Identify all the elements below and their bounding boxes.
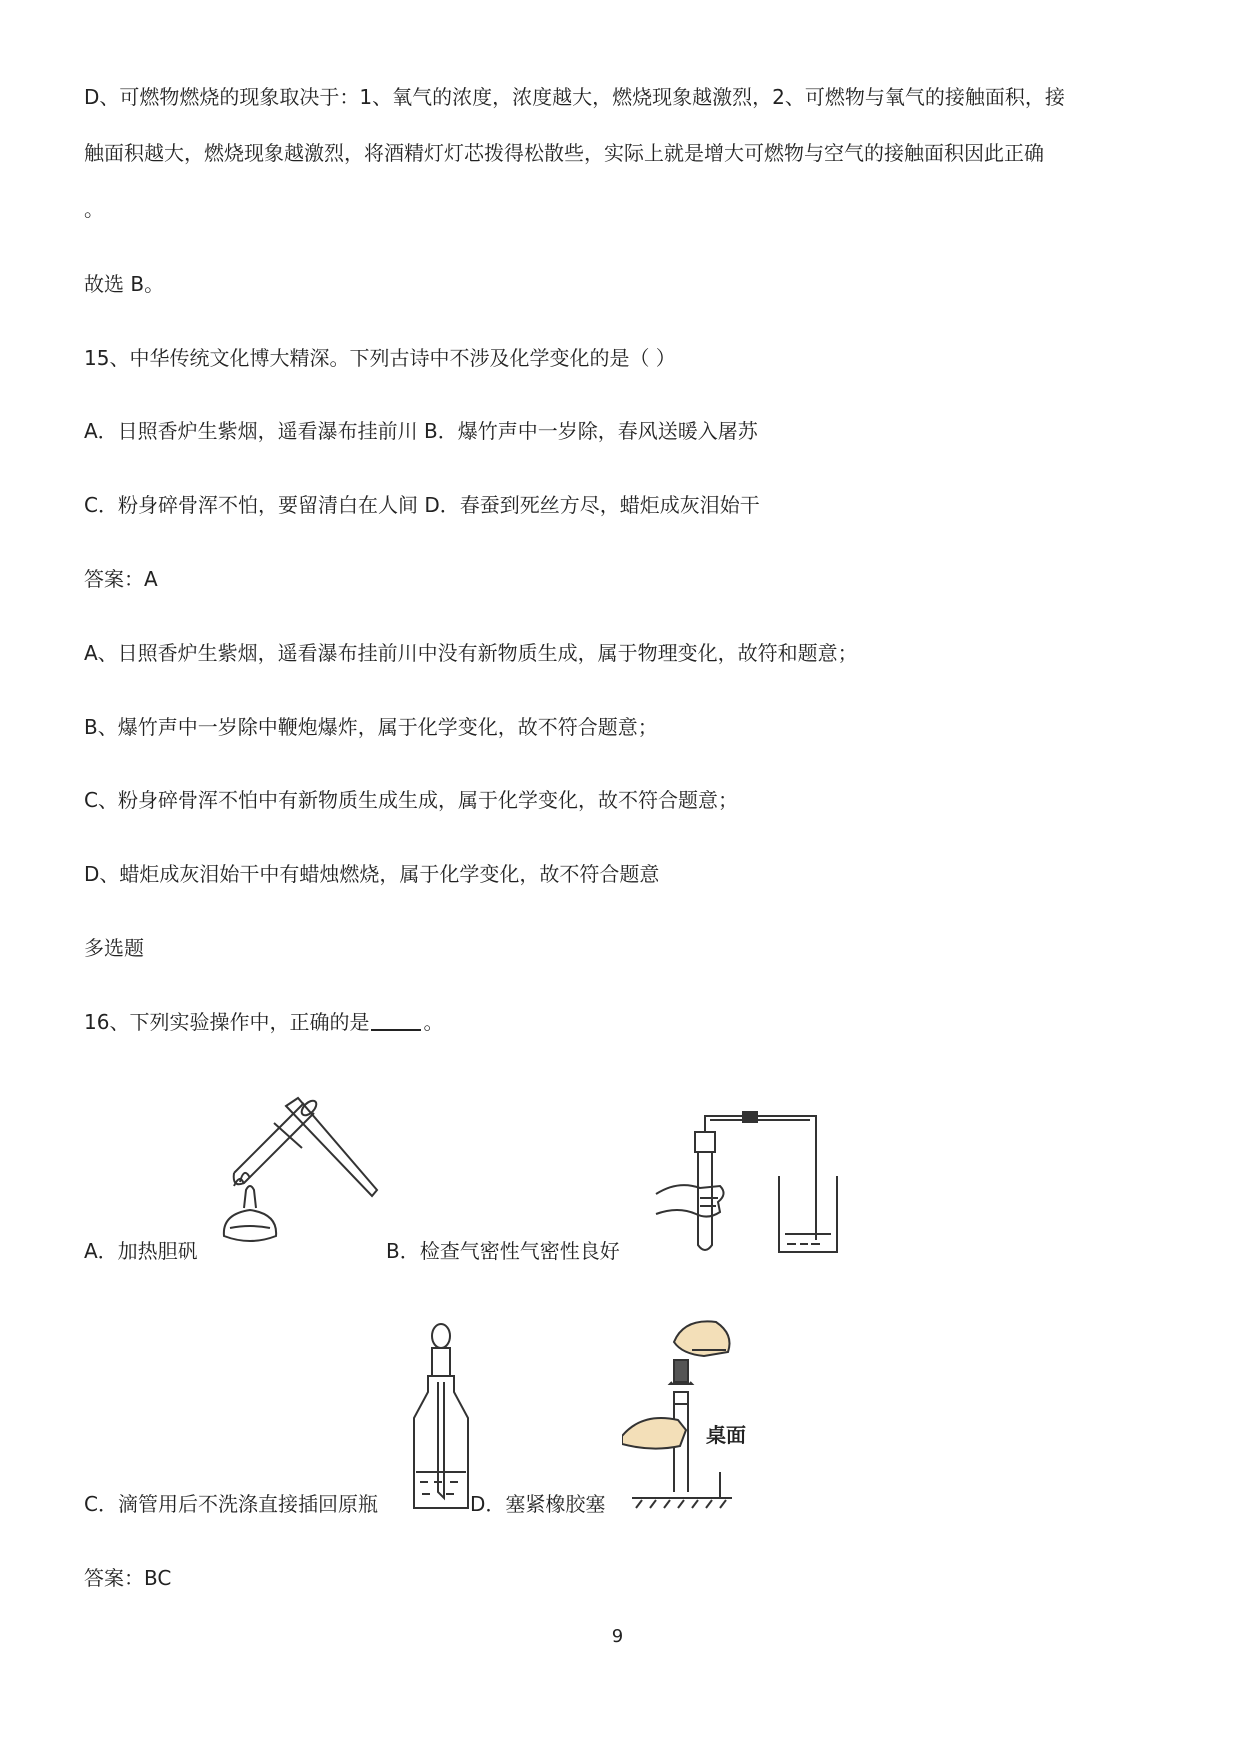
q15-explain-a: A、日照香炉生紫烟，遥看瀑布挂前川中没有新物质生成，属于物理变化，故符和题意； — [84, 641, 858, 665]
q15-explain-b: B、爆竹声中一岁除中鞭炮爆炸，属于化学变化，故不符合题意； — [84, 715, 658, 739]
figure-d-desk-label: 桌面 — [706, 1423, 746, 1447]
explanation-d-line-2: 触面积越大，燃烧现象越激烈，将酒精灯灯芯拨得松散些，实际上就是增大可燃物与空气的接触面积因此正确 — [84, 141, 1044, 165]
q16-option-b: B．检查气密性气密性良好 — [386, 1239, 620, 1263]
q15-options-cd: C．粉身碎骨浑不怕，要留清白在人间 D．春蚕到死丝方尽，蜡炬成灰泪始干 — [84, 493, 760, 517]
page-number: 9 — [611, 1626, 624, 1647]
q16-option-a: A．加热胆矾 — [84, 1239, 198, 1263]
explanation-d-line-3: 。 — [84, 197, 104, 221]
figure-airtightness-check — [648, 1110, 838, 1260]
q15-stem: 15、中华传统文化博大精深。下列古诗中不涉及化学变化的是（ ） — [84, 346, 676, 370]
q14-choice: 故选 B。 — [84, 272, 165, 296]
figure-insert-stopper — [622, 1312, 762, 1510]
q16-stem-text: 16、下列实验操作中，正确的是 — [84, 1010, 370, 1034]
q15-explain-d: D、蜡炬成灰泪始干中有蜡烛燃烧，属于化学变化，故不符合题意 — [84, 862, 660, 886]
figure-dropper-bottle — [406, 1322, 476, 1514]
q16-option-d: D．塞紧橡胶塞 — [470, 1492, 606, 1516]
q16-option-c: C．滴管用后不洗涤直接插回原瓶 — [84, 1492, 378, 1516]
q15-explain-c: C、粉身碎骨浑不怕中有新物质生成生成，属于化学变化，故不符合题意； — [84, 788, 738, 812]
q16-answer: 答案：BC — [84, 1566, 172, 1590]
explanation-d-line-1: D、可燃物燃烧的现象取决于：1、氧气的浓度，浓度越大，燃烧现象越激烈，2、可燃物与氧气的接触面积，接 — [84, 85, 1065, 109]
q16-stem — [84, 1009, 443, 1035]
q16-stem-end: 。 — [423, 1010, 444, 1034]
section-title-multi: 多选题 — [84, 936, 144, 960]
q15-answer: 答案：A — [84, 567, 158, 591]
answer-blank — [371, 1011, 421, 1031]
figure-heating-test-tube — [214, 1078, 384, 1250]
q15-options-ab: A．日照香炉生紫烟，遥看瀑布挂前川 B．爆竹声中一岁除，春风送暖入屠苏 — [84, 419, 758, 443]
